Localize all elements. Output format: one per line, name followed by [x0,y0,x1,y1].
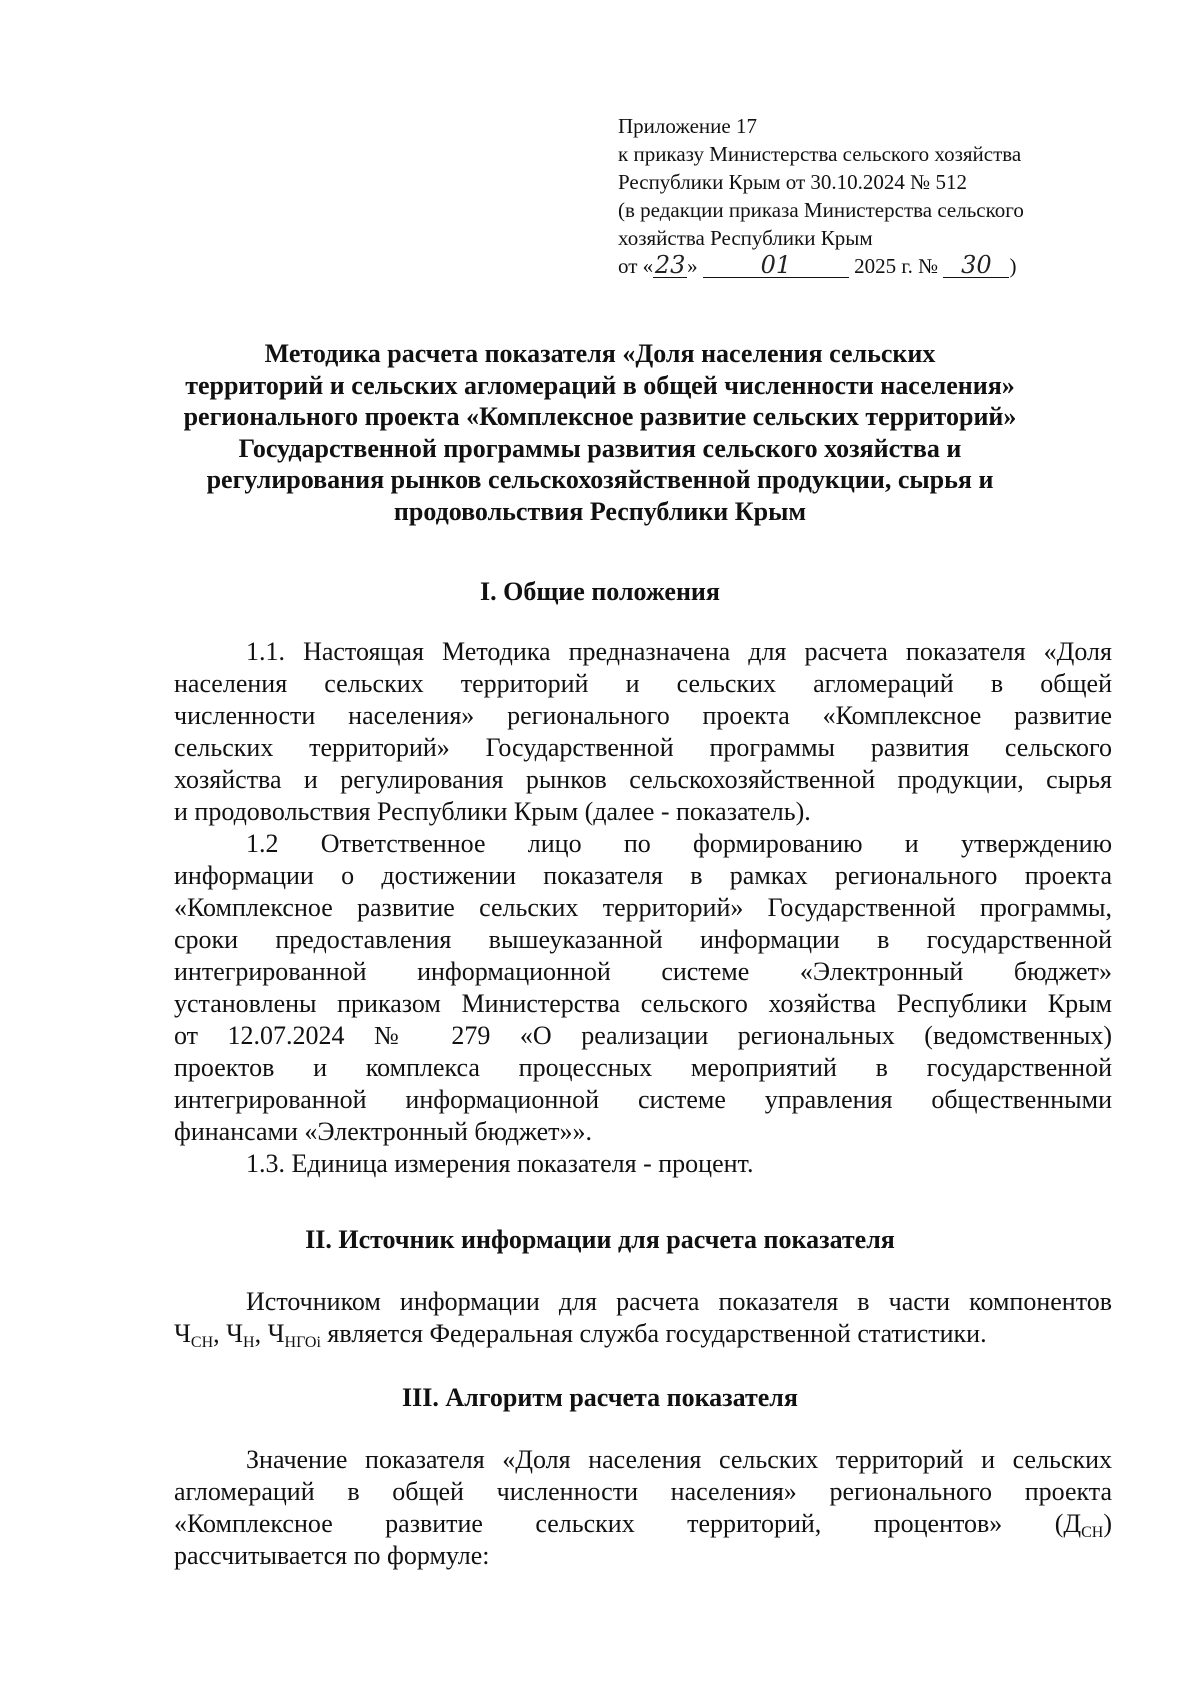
title-line: регулирования рынков сельскохозяйственной продукции, сырья и [206,465,994,494]
title-line: продовольствия Республики Крым [393,496,807,526]
paragraph-line: интегрированной информационной системе «Электронный бюджет» [174,957,1112,986]
paragraph-line: рассчитывается по формуле: [174,1541,490,1570]
paragraph-line: 1.3. Единица измерения показателя - процент. [246,1149,754,1178]
paragraph-line: хозяйства и регулирования рынков сельскохозяйственной продукции, сырья [174,765,1112,794]
paragraph-line: «Комплексное развитие сельских территорий, процентов» $(Д_{СН})$ [174,1509,1112,1541]
paragraph-line: 1.2 Ответственное лицо по формированию и утверждению [246,829,1112,858]
appendix-order-date: Республики Крым от 30.10.2024 № 512 [618,170,967,194]
appendix-edition-date: от «23» 01 2025 г. № 30 ) [618,251,1017,279]
paragraph-line: и продовольствия Республики Крым (далее - показатель). [174,797,811,826]
handwritten-day: 23 [654,251,686,279]
section-3-body [174,1444,1112,1572]
document-title [160,338,1040,527]
section-3-heading: III. Алгоритм расчета показателя [402,1383,798,1412]
title-line: Методика расчета показателя «Доля населения сельских [264,339,936,368]
appendix-header [618,112,1118,280]
paragraph-line: установлены приказом Министерства сельского хозяйства Республики Крым [174,989,1112,1018]
paragraph-line: «Комплексное развитие сельских территорий» Государственной программы, [174,893,1112,922]
paragraph-line: 1.1. Настоящая Методика предназначена для расчета показателя «Доля [246,637,1112,666]
paragraph-line: интегрированной информационной системе управления общественными [174,1085,1112,1114]
title-line: регионального проекта «Комплексное развитие сельских территорий» [183,402,1017,431]
paragraph-line: населения сельских территорий и сельских агломераций в общей [174,669,1112,698]
title-line: Государственной программы развития сельского хозяйства и [238,433,962,463]
appendix-order-ref: к приказу Министерства сельского хозяйства [618,142,1022,166]
paragraph-line: проектов и комплекса процессных мероприятий в государственной [174,1053,1112,1082]
paragraph-line: информации о достижении показателя в рамках регионального проекта [174,861,1112,890]
paragraph-line: Источником информации для расчета показателя в части компонентов [246,1287,1112,1316]
paragraph-line: сроки предоставления вышеуказанной информации в государственной [174,925,1112,954]
paragraph-line: агломераций в общей численности населения» регионального проекта [174,1477,1112,1506]
paragraph-line: Значение показателя «Доля населения сельских территорий и сельских [246,1445,1112,1474]
paragraph-line: $Ч_{СН}$, $Ч_Н$, $Ч_{НГОi}$ является Федеральная служба государственной статистики. [174,1319,987,1351]
handwritten-number: 30 [943,253,1009,278]
appendix-edition: (в редакции приказа Министерства сельского [618,198,1024,222]
section-1-heading: I. Общие положения [480,577,720,606]
section-2-body [174,1286,1112,1350]
paragraph-line: от 12.07.2024 № 279 «О реализации региональных (ведомственных) [174,1021,1112,1050]
paragraph-line: численности населения» регионального проекта «Комплексное развитие [174,701,1112,730]
appendix-edition-cont: хозяйства Республики Крым [618,226,873,250]
paragraph-line: финансами «Электронный бюджет»». [174,1117,592,1146]
handwritten-month: 01 [703,253,849,278]
appendix-number: Приложение 17 [618,114,757,138]
paragraph-line: сельских территорий» Государственной программы развития сельского [174,733,1112,762]
title-line: территорий и сельских агломераций в общей численности населения» [185,370,1015,400]
section-1-body [174,636,1112,1180]
section-2-heading: II. Источник информации для расчета показателя [305,1225,895,1254]
